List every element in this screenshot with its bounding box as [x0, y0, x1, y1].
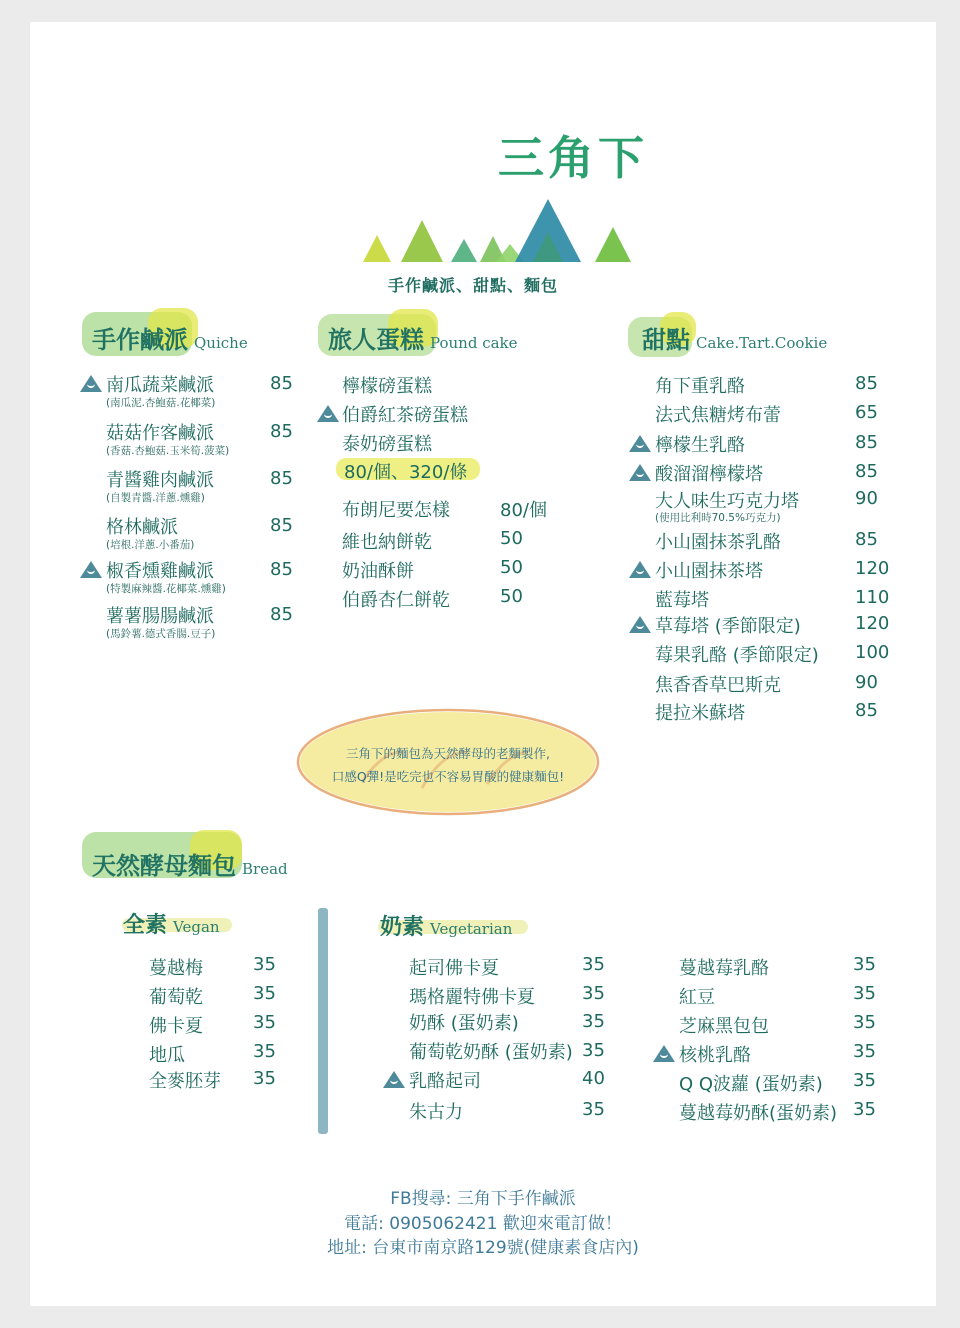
dessert-item-price: 120: [855, 558, 890, 579]
pound-title-en: Pound cake: [430, 334, 518, 352]
footer-address: 地址: 台東市南京路129號(健康素食店內): [327, 1238, 639, 1258]
vegetarian-item-name: 芝麻黑包包: [679, 1016, 769, 1037]
dessert-item-name: 焦香香草巴斯克: [655, 675, 781, 696]
tagline: 手作鹹派、甜點、麵包: [388, 276, 559, 295]
bread-note-line1: 三角下的麵包為天然酵母的老麵製作,: [346, 746, 550, 761]
pound-other-price: 80/個: [500, 500, 547, 521]
bread-section-title: [92, 846, 288, 881]
mountains-logo-icon: [355, 172, 645, 267]
triangle-mark-icon: [383, 1071, 405, 1088]
vegan-item-name: 佛卡夏: [149, 1016, 203, 1037]
vegetarian-item-name: 葡萄乾奶酥 (蛋奶素): [409, 1042, 573, 1063]
vegetarian-item-price: 35: [853, 1070, 876, 1091]
pound-title: 旅人蛋糕: [328, 326, 424, 354]
quiche-item-desc: (馬鈴薯.德式香腸.豆子): [106, 628, 216, 640]
dessert-item-price: 85: [855, 529, 878, 550]
triangle-mark-icon: [653, 1045, 675, 1062]
bread-title: 天然酵母麵包: [92, 852, 236, 880]
dessert-item-name: 莓果乳酪 (季節限定): [655, 645, 819, 666]
quiche-item-price: 85: [270, 421, 293, 442]
dessert-item-price: 85: [855, 432, 878, 453]
pound-other-price: 50: [500, 586, 523, 607]
quiche-title-en: Quiche: [194, 334, 248, 352]
quiche-section-title: [92, 320, 248, 355]
vegan-title-en: Vegan: [173, 918, 220, 936]
vegan-title-block: [123, 908, 220, 939]
column-divider: [318, 908, 328, 1134]
vegetarian-item-price: 35: [582, 1040, 605, 1061]
vegetarian-item-price: 35: [853, 1041, 876, 1062]
dessert-item-price: 100: [855, 642, 890, 663]
dessert-item-price: 85: [855, 461, 878, 482]
triangle-mark-icon: [629, 561, 651, 578]
dessert-item-name: 大人味生巧克力塔: [655, 491, 799, 512]
quiche-item-name: 椒香燻雞鹹派: [106, 561, 214, 582]
vegan-item-name: 蔓越梅: [149, 958, 203, 979]
vegan-item-price: 35: [253, 1068, 276, 1089]
vegetarian-item-price: 35: [853, 1099, 876, 1120]
quiche-item-desc: (香菇.杏鮑菇.玉米筍.菠菜): [106, 445, 230, 457]
pound-item-name: 泰奶磅蛋糕: [342, 434, 432, 455]
vegetarian-item-name: 紅豆: [679, 987, 715, 1008]
vegetarian-title: 奶素: [380, 915, 425, 940]
dessert-item-price: 90: [855, 672, 878, 693]
vegetarian-item-price: 35: [582, 983, 605, 1004]
bread-note: [292, 742, 604, 788]
pound-other-price: 50: [500, 557, 523, 578]
quiche-item-name: 南瓜蔬菜鹹派: [106, 375, 214, 396]
quiche-item-desc: (自製青醬.洋蔥.燻雞): [106, 492, 205, 504]
quiche-item-name: 青醬雞肉鹹派: [106, 470, 214, 491]
vegetarian-item-price: 35: [853, 954, 876, 975]
quiche-item-desc: (培根.洋蔥.小番茄): [106, 539, 195, 551]
vegetarian-item-price: 35: [853, 983, 876, 1004]
vegetarian-item-name: 蔓越莓奶酥(蛋奶素): [679, 1103, 838, 1124]
vegetarian-item-name: 核桃乳酪: [679, 1045, 751, 1066]
dessert-item-price: 65: [855, 402, 878, 423]
quiche-item-desc: (特製麻辣醬.花椰菜.燻雞): [106, 583, 226, 595]
bread-title-en: Bread: [242, 860, 288, 878]
dessert-item-name: 角下重乳酪: [655, 376, 745, 397]
vegetarian-item-name: 瑪格麗特佛卡夏: [409, 987, 535, 1008]
dessert-item-price: 110: [855, 587, 890, 608]
pound-other-price: 50: [500, 528, 523, 549]
triangle-mark-icon: [629, 464, 651, 481]
dessert-item-name: 提拉米蘇塔: [655, 703, 745, 724]
quiche-item-name: 格林鹹派: [106, 517, 178, 538]
vegan-item-price: 35: [253, 1012, 276, 1033]
quiche-item-price: 85: [270, 468, 293, 489]
vegetarian-item-name: 奶酥 (蛋奶素): [409, 1013, 519, 1034]
vegan-item-name: 葡萄乾: [149, 987, 203, 1008]
dessert-item-price: 85: [855, 373, 878, 394]
dessert-item-name: 檸檬生乳酪: [655, 435, 745, 456]
pound-other-name: 伯爵杏仁餅乾: [342, 590, 450, 611]
quiche-item-price: 85: [270, 373, 293, 394]
dessert-item-desc: (使用比利時70.5%巧克力): [655, 512, 781, 524]
brand-name: 三角下: [498, 131, 648, 185]
dessert-item-price: 90: [855, 488, 878, 509]
vegetarian-item-name: Q Q波蘿 (蛋奶素): [679, 1074, 823, 1095]
pound-other-name: 維也納餅乾: [342, 532, 432, 553]
vegetarian-item-price: 35: [582, 1099, 605, 1120]
vegan-item-price: 35: [253, 983, 276, 1004]
quiche-item-desc: (南瓜泥.杏鮑菇.花椰菜): [106, 397, 216, 409]
dessert-title: 甜點: [642, 326, 690, 354]
dessert-item-name: 小山園抹茶塔: [655, 561, 763, 582]
vegetarian-item-name: 蔓越莓乳酪: [679, 958, 769, 979]
bread-note-line2: 口感Q彈!是吃完也不容易胃酸的健康麵包!: [331, 769, 565, 784]
dessert-item-name: 法式焦糖烤布蕾: [655, 405, 781, 426]
vegetarian-item-price: 35: [582, 1011, 605, 1032]
vegetarian-item-price: 40: [582, 1068, 605, 1089]
vegan-item-price: 35: [253, 954, 276, 975]
dessert-section-title: [642, 320, 827, 355]
vegan-item-price: 35: [253, 1041, 276, 1062]
triangle-mark-icon: [317, 405, 339, 422]
dessert-item-name: 酸溜溜檸檬塔: [655, 464, 763, 485]
quiche-item-price: 85: [270, 604, 293, 625]
dessert-item-price: 120: [855, 613, 890, 634]
pound-item-name: 檸檬磅蛋糕: [342, 376, 432, 397]
vegetarian-item-name: 朱古力: [409, 1102, 463, 1123]
vegetarian-item-price: 35: [582, 954, 605, 975]
footer-fb: FB搜尋: 三角下手作鹹派: [390, 1189, 576, 1209]
pound-section-title: [328, 320, 518, 355]
dessert-item-price: 85: [855, 700, 878, 721]
quiche-item-name: 菇菇作客鹹派: [106, 423, 214, 444]
menu-page: [30, 22, 936, 1306]
triangle-mark-icon: [80, 561, 102, 578]
vegan-item-name: 地瓜: [149, 1045, 185, 1066]
quiche-title: 手作鹹派: [92, 326, 188, 354]
dessert-item-name: 草莓塔 (季節限定): [655, 616, 801, 637]
dessert-item-name: 小山園抹茶乳酪: [655, 532, 781, 553]
vegetarian-item-name: 起司佛卡夏: [409, 958, 499, 979]
footer-phone: 電話: 0905062421 歡迎來電訂做！: [344, 1214, 622, 1234]
vegan-item-name: 全麥胚芽: [149, 1071, 221, 1092]
vegetarian-title-en: Vegetarian: [430, 920, 513, 938]
pound-price-note: 80/個、320/條: [344, 462, 468, 483]
dessert-title-en: Cake.Tart.Cookie: [696, 334, 828, 352]
pound-other-name: 布朗尼要怎樣: [342, 500, 450, 521]
quiche-item-name: 薯薯腸腸鹹派: [106, 606, 214, 627]
quiche-item-price: 85: [270, 559, 293, 580]
pound-item-name: 伯爵紅茶磅蛋糕: [342, 405, 468, 426]
vegetarian-title-block: [380, 910, 512, 941]
triangle-mark-icon: [629, 616, 651, 633]
triangle-mark-icon: [80, 375, 102, 392]
triangle-mark-icon: [629, 435, 651, 452]
pound-other-name: 奶油酥餅: [342, 561, 414, 582]
vegetarian-item-price: 35: [853, 1012, 876, 1033]
quiche-item-price: 85: [270, 515, 293, 536]
dessert-item-name: 藍莓塔: [655, 590, 709, 611]
vegetarian-item-name: 乳酪起司: [409, 1071, 481, 1092]
vegan-title: 全素: [123, 913, 168, 938]
